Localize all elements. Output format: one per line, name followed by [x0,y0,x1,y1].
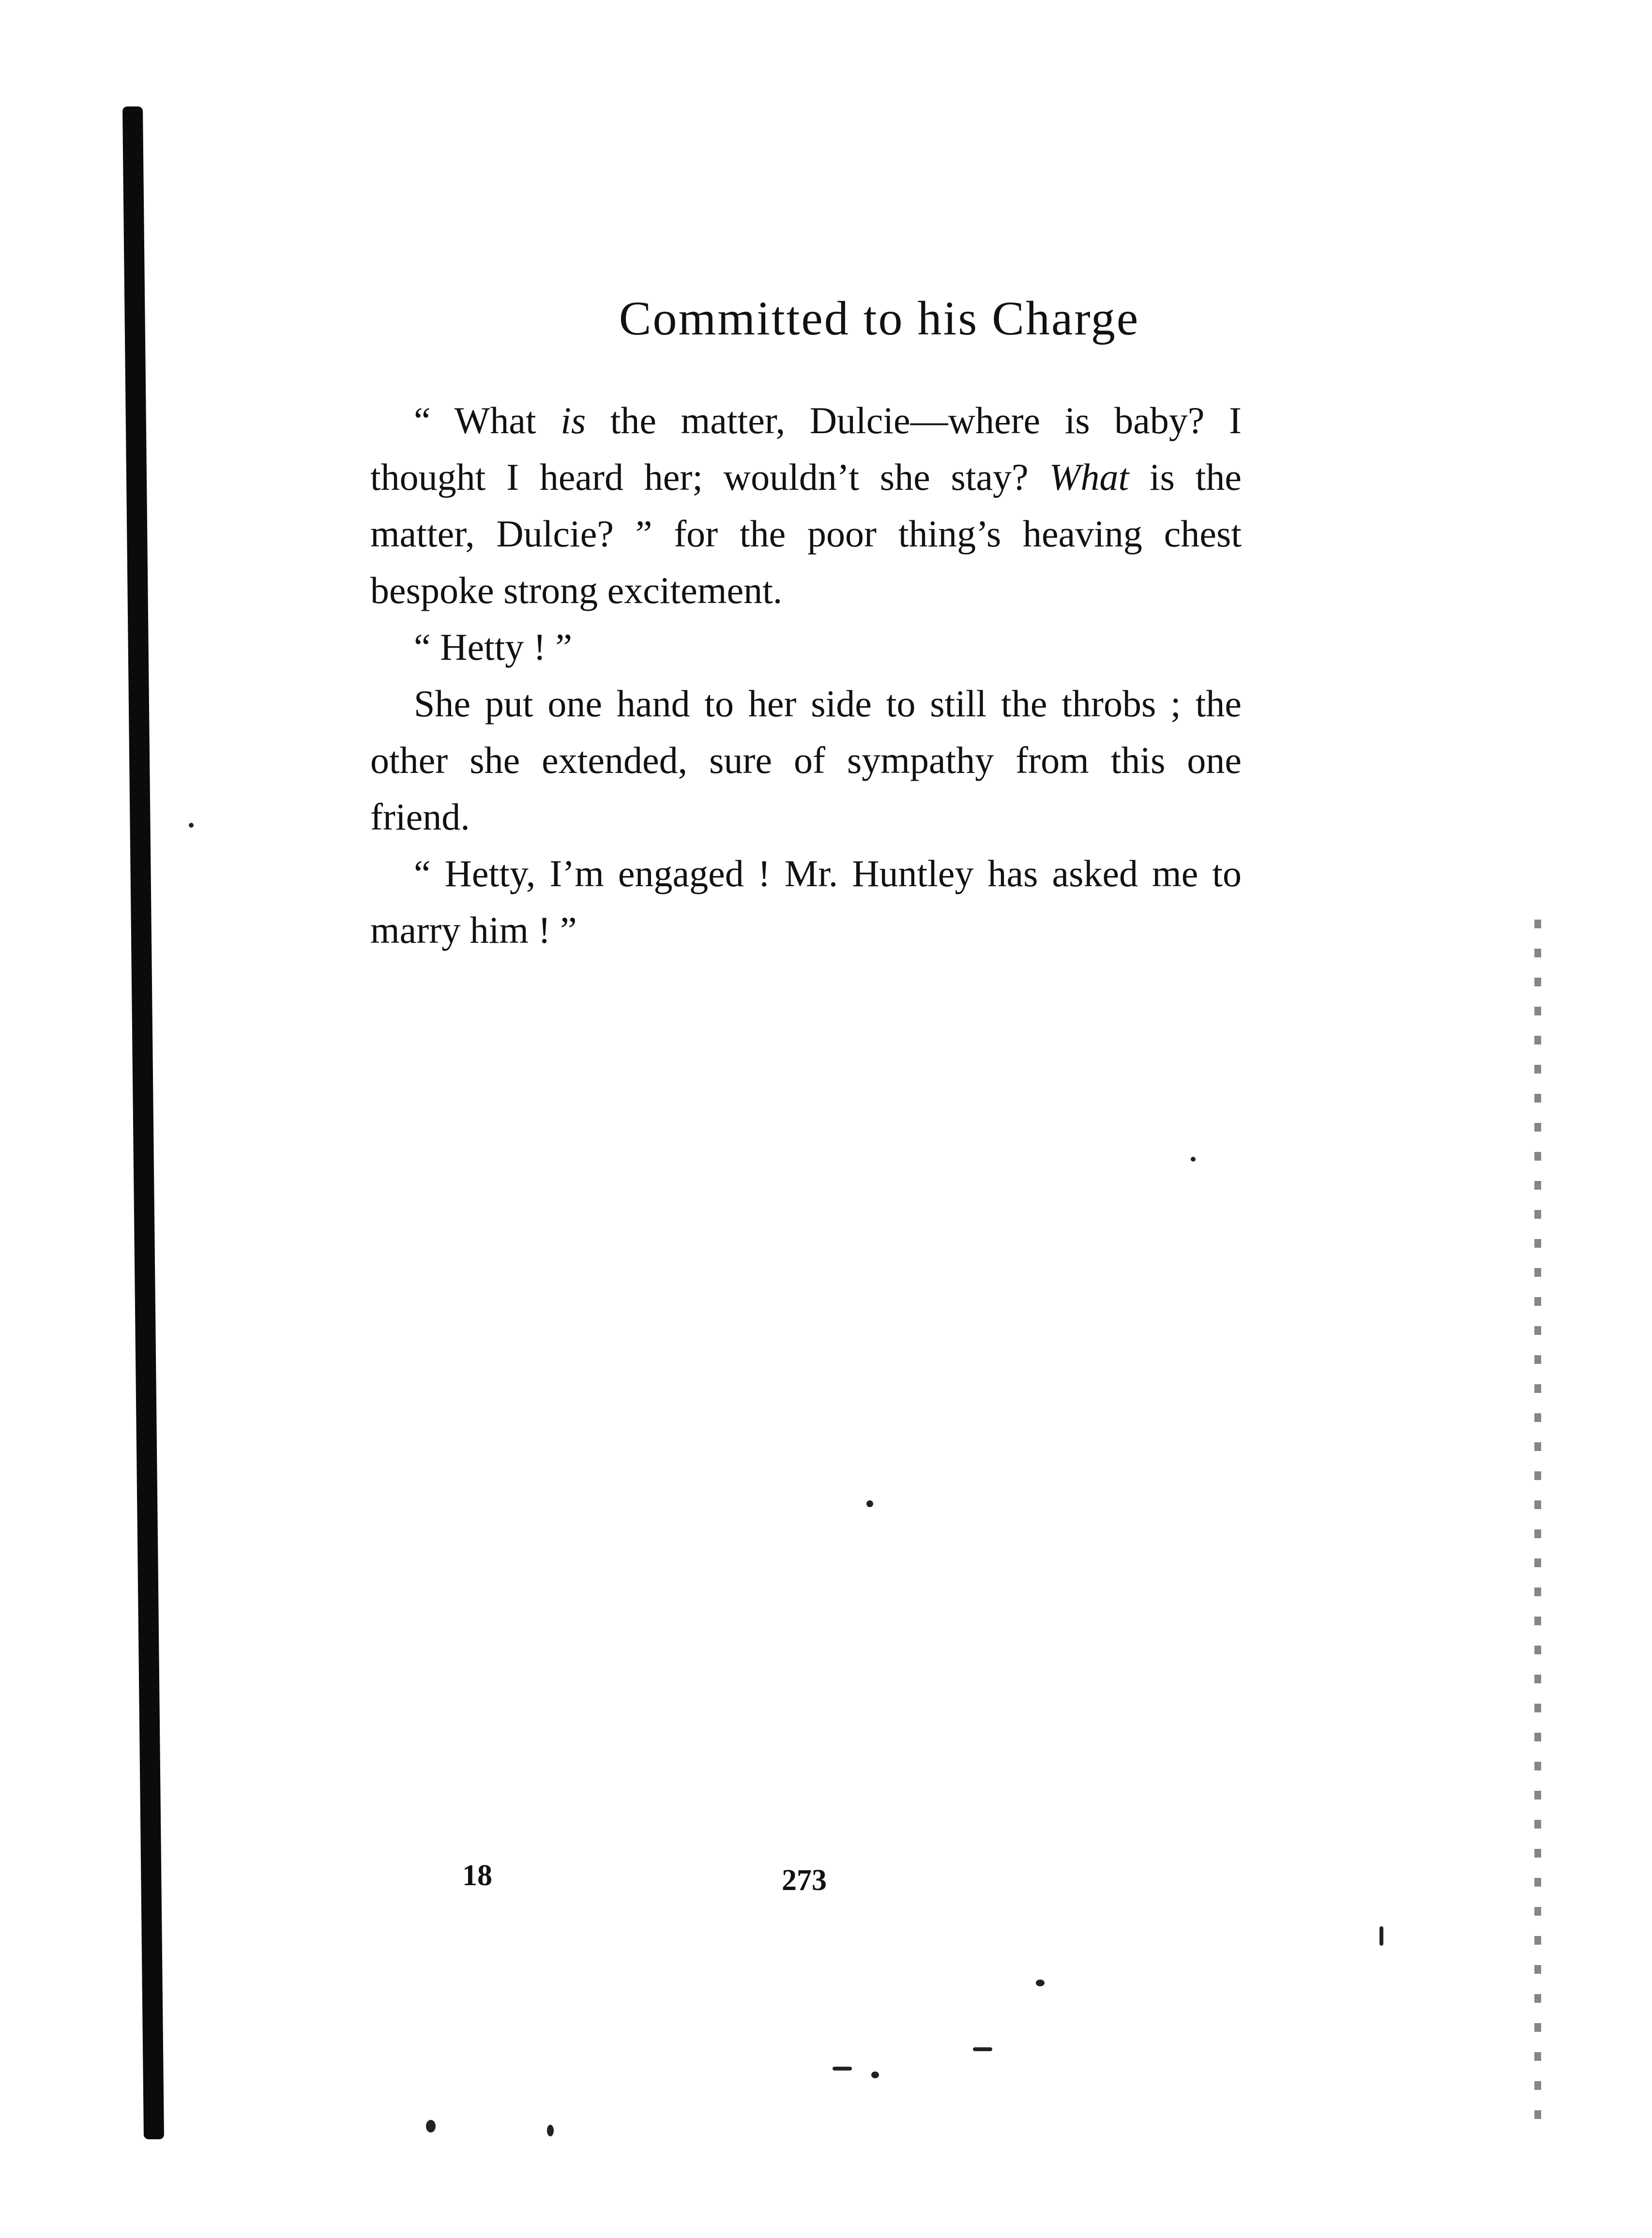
scan-speck [1036,1980,1045,1986]
scan-speck [1191,1157,1196,1162]
page-edge-artifact [1534,920,1541,2130]
scan-speck [973,2047,992,2051]
binding-gutter-shadow [122,106,164,2139]
paragraph: She put one hand to her side to still the throbs ; the other she extended, sure of sympathy from this one friend. [370,682,1242,838]
body-text [370,392,1242,958]
scan-speck [189,823,194,828]
scan-speck [866,1500,873,1507]
paragraph: “ What is the matter, Dulcie—where is baby? I thought I heard her; wouldn’t she stay? What is the matter, Dulcie? ” for the poor thing’s heaving chest bespoke strong excitement. [370,399,1242,611]
scan-speck [1379,1926,1383,1946]
running-head: Committed to his Charge [619,291,1140,345]
scan-speck [833,2067,852,2071]
scan-speck [547,2125,554,2136]
paragraph: “ Hetty ! ” [414,626,573,668]
scan-speck [426,2120,436,2132]
signature-mark: 18 [462,1859,492,1892]
paragraph: “ Hetty, I’m engaged ! Mr. Huntley has asked me to marry him ! ” [370,852,1242,951]
scan-speck [871,2072,879,2078]
page-number: 273 [782,1864,827,1897]
